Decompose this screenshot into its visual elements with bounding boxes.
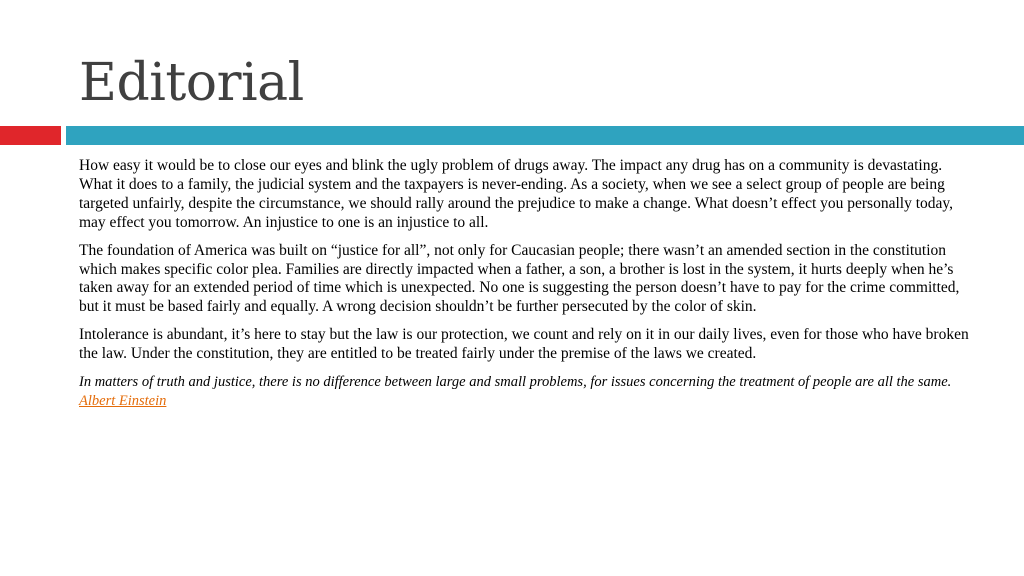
quote-author-link[interactable]: Albert Einstein bbox=[79, 392, 167, 409]
red-accent-bar bbox=[0, 126, 61, 145]
paragraph-3: Intolerance is abundant, it’s here to stay but the law is our protection, we count and rely on it in our daily lives, even for those who have broken the law. Under the constitution, they are entitled to be treated fairly under the premise of the laws we created. bbox=[79, 326, 969, 363]
teal-accent-bar bbox=[66, 126, 1024, 145]
page-title: Editorial bbox=[79, 53, 304, 113]
paragraph-2: The foundation of America was built on “justice for all”, not only for Caucasian people; there wasn’t an amended section in the constitution which makes specific color plea. Families are directly impacted when a father, a son, a brother is lost in the system, it hurts deeply when he’s taken away for an extended period of time which is unexpected. No one is suggesting the person doesn’t have to pay for the crime committed, but it must be based fairly and equally. A wrong decision shouldn’t be further persecuted by the color of skin. bbox=[79, 241, 960, 316]
paragraph-1: How easy it would be to close our eyes and blink the ugly problem of drugs away. The impact any drug has on a community is devastating. What it does to a family, the judicial system and the taxpayers is never-ending. As a society, when we see a select group of people are being targeted unfairly, despite the circumstance, we should rally around the prejudice to make a change. What doesn’t effect you personally today, may effect you tomorrow. An injustice to one is an injustice to all. bbox=[79, 157, 954, 231]
editorial-body bbox=[79, 157, 969, 420]
quote bbox=[79, 373, 969, 411]
quote-text: In matters of truth and justice, there is no difference between large and small problems, for issues concerning the treatment of people are all the same. bbox=[79, 374, 952, 391]
